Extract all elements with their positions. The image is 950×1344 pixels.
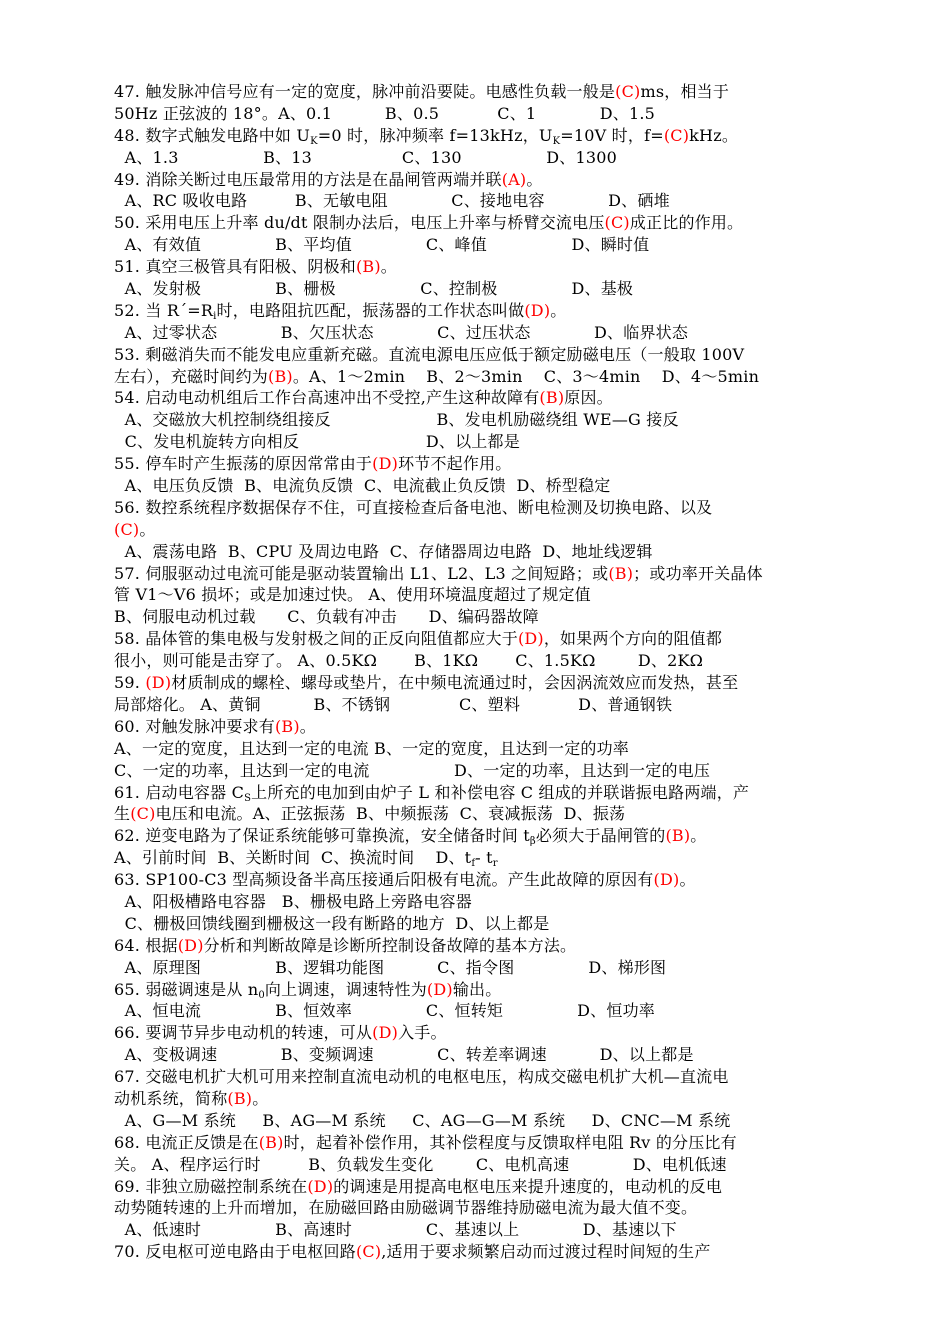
line-text: 。 <box>252 1088 269 1108</box>
line-text: 成正比的作用。 <box>629 213 744 233</box>
line-text: A、电压负反馈 B、电流负反馈 C、电流截止负反馈 D、桥型稳定 <box>114 476 611 496</box>
text-line <box>114 278 844 300</box>
text-line <box>114 300 844 322</box>
line-text: 60. 对触发脉冲要求有 <box>114 716 275 736</box>
line-text: ,适用于要求频繁启动而过渡过程时间短的生产 <box>381 1242 711 1262</box>
text-line <box>114 541 844 563</box>
answer-mark: (D) <box>177 935 204 955</box>
line-text: kHz。 <box>689 125 739 145</box>
answer-mark: (C) <box>615 82 641 101</box>
answer-mark: (D) <box>653 870 680 890</box>
subscript: i <box>213 310 217 322</box>
text-line <box>114 891 844 913</box>
subscript: K <box>310 135 318 147</box>
text-line <box>114 1132 844 1154</box>
text-line <box>114 1241 844 1263</box>
line-text: 向上调速，调速特性为 <box>264 979 427 999</box>
line-text: 很小，则可能是击穿了。 A、0.5KΩ B、1KΩ C、1.5KΩ D、2KΩ <box>114 651 704 671</box>
answer-mark: (B) <box>227 1088 253 1108</box>
line-text: 59. <box>114 673 146 693</box>
text-line <box>114 716 844 738</box>
text-line <box>114 913 844 935</box>
text-line <box>114 1000 844 1022</box>
line-text: 环节不起作用。 <box>398 454 512 474</box>
line-text: 65. 弱磁调速是从 n <box>114 979 259 999</box>
text-line <box>114 1022 844 1044</box>
line-text: 。 <box>550 300 567 320</box>
line-text: 。A、1～2min B、2～3min C、3～4min D、4～5min <box>292 366 760 386</box>
subscript: 0 <box>258 989 265 1001</box>
answer-mark: (B) <box>539 388 565 408</box>
text-line <box>114 1154 844 1176</box>
text-line <box>114 782 844 804</box>
answer-mark: (D) <box>145 673 172 693</box>
answer-mark: (C) <box>130 804 156 824</box>
answer-mark: (C) <box>355 1242 382 1262</box>
answer-mark: (B) <box>608 563 634 583</box>
text-line <box>114 935 844 957</box>
answer-mark: (D) <box>372 454 399 474</box>
text-line <box>114 409 844 431</box>
text-line <box>114 169 844 191</box>
line-text: 61. 启动电容器 C <box>114 782 245 802</box>
line-text: 66. 要调节异步电动机的转速，可从 <box>114 1023 373 1043</box>
line-text: C、一定的功率，且达到一定的电流 D、一定的功率，且达到一定的电压 <box>114 760 711 780</box>
line-text: A、有效值 B、平均值 C、峰值 D、瞬时值 <box>114 235 650 255</box>
question-document <box>114 81 844 1263</box>
text-line <box>114 957 844 979</box>
line-text: A、低速时 B、高速时 C、基速以上 D、基速以下 <box>114 1220 677 1240</box>
line-text: 。 <box>380 257 397 277</box>
line-text: A、过零状态 B、欠压状态 C、过压状态 D、临界状态 <box>114 322 689 342</box>
line-text: 48. 数字式触发电路中如 U <box>114 125 311 145</box>
line-text: 材质制成的螺栓、螺母或垫片，在中频电流通过时，会因涡流效应而发热，甚至 <box>171 673 739 693</box>
line-text: 。 <box>526 169 543 189</box>
line-text: 。 <box>299 716 316 736</box>
answer-mark: (D) <box>307 1176 334 1196</box>
answer-mark: (D) <box>426 979 453 999</box>
line-text: A、引前时间 B、关断时间 C、换流时间 D、t <box>114 848 472 868</box>
line-text: 生 <box>114 804 131 824</box>
line-text: C、发电机旋转方向相反 D、以上都是 <box>114 432 520 452</box>
text-line <box>114 431 844 453</box>
text-line <box>114 519 844 541</box>
subscript: K <box>552 135 561 147</box>
line-text: A、恒电流 B、恒效率 C、恒转矩 D、恒功率 <box>114 1001 655 1021</box>
text-line <box>114 1219 844 1241</box>
line-text: 68. 电流正反馈是在 <box>114 1132 259 1152</box>
line-text: 必须大于晶闸管的 <box>535 826 666 846</box>
answer-mark: (D) <box>524 300 551 320</box>
subscript: β <box>529 836 536 848</box>
line-text: 动机系统，简称 <box>114 1088 228 1108</box>
text-line <box>114 190 844 212</box>
text-line <box>114 81 844 103</box>
line-text: 57. 伺服驱动过电流可能是驱动装置输出 L1、L2、L3 之间短路；或 <box>114 563 609 583</box>
answer-mark: (B) <box>268 366 293 386</box>
line-text: 输出。 <box>452 979 502 999</box>
line-text: 52. 当 R´=R <box>114 300 214 320</box>
line-text: ms，相当于 <box>640 82 730 101</box>
text-line <box>114 344 844 366</box>
line-text: 67. 交磁电机扩大机可用来控制直流电动机的电枢电压，构成交磁电机扩大机—直流电 <box>114 1067 729 1087</box>
line-text: A、震荡电路 B、CPU 及周边电路 C、存储器周边电路 D、地址线逻辑 <box>114 541 653 561</box>
line-text: 56. 数控系统程序数据保存不住，可直接检查后备电池、断电检测及切换电路、以及 <box>114 497 713 517</box>
line-text: A、阳极槽路电容器 B、栅极电路上旁路电容器 <box>114 891 472 911</box>
line-text: 62. 逆变电路为了保证系统能够可靠换流，安全储备时间 t <box>114 826 530 846</box>
line-text: 55. 停车时产生振荡的原因常常由于 <box>114 454 373 474</box>
answer-mark: (C) <box>663 125 690 145</box>
text-line <box>114 979 844 1001</box>
text-line <box>114 760 844 782</box>
text-line <box>114 869 844 891</box>
line-text: 的调速是用提高电枢电压来提升速度的，电动机的反电 <box>333 1176 723 1196</box>
line-text: ，如果两个方向的阻值都 <box>543 629 723 649</box>
subscript: f <box>471 858 476 870</box>
answer-mark: (C) <box>114 519 140 539</box>
text-line <box>114 387 844 409</box>
text-line <box>114 584 844 606</box>
line-text: 。 <box>679 870 696 890</box>
answer-mark: (A) <box>501 169 527 189</box>
line-text: 47. 触发脉冲信号应有一定的宽度，脉冲前沿要陡。电感性负载一般是 <box>114 82 616 101</box>
line-text: 50. 采用电压上升率 du/dt 限制办法后，电压上升率与桥臂交流电压 <box>114 213 605 233</box>
answer-mark: (B) <box>355 257 381 277</box>
text-line <box>114 825 844 847</box>
text-line <box>114 322 844 344</box>
line-text: ；或功率开关晶体 <box>633 563 763 583</box>
text-line <box>114 125 844 147</box>
text-line <box>114 1066 844 1088</box>
text-line <box>114 672 844 694</box>
text-line <box>114 103 844 125</box>
line-text: 64. 根据 <box>114 935 178 955</box>
line-text: 动势随转速的上升而增加，在励磁回路由励磁调节器维持励磁电流为最大值不变。 <box>114 1198 698 1218</box>
line-text: A、发射极 B、栅极 C、控制极 D、基极 <box>114 279 634 299</box>
answer-mark: (B) <box>258 1132 284 1152</box>
line-text: 管 V1～V6 损坏；或是加速过快。 A、使用环境温度超过了规定值 <box>114 585 591 605</box>
text-line <box>114 1176 844 1198</box>
line-text: 关。 A、程序运行时 B、负载发生变化 C、电机高速 D、电机低速 <box>114 1154 727 1174</box>
line-text: 。 <box>690 826 707 846</box>
line-text: 电压和电流。A、正弦振荡 B、中频振荡 C、衰减振荡 D、振荡 <box>155 804 626 824</box>
text-line <box>114 803 844 825</box>
text-line <box>114 628 844 650</box>
line-text: - t <box>475 848 493 868</box>
text-line <box>114 1197 844 1219</box>
text-line <box>114 475 844 497</box>
text-line <box>114 147 844 169</box>
line-text: 分析和判断故障是诊断所控制设备故障的基本方法。 <box>203 935 577 955</box>
line-text: 69. 非独立励磁控制系统在 <box>114 1176 308 1196</box>
line-text: 63. SP100-C3 型高频设备半高压接通后阳极有电流。产生此故障的原因有 <box>114 870 654 890</box>
text-line <box>114 366 844 388</box>
line-text: 时，电路阻抗匹配，振荡器的工作状态叫做 <box>216 300 525 320</box>
line-text: A、交磁放大机控制绕组接反 B、发电机励磁绕组 WE—G 接反 <box>114 410 679 430</box>
line-text: 70. 反电枢可逆电路由于电枢回路 <box>114 1242 356 1262</box>
answer-mark: (B) <box>274 716 300 736</box>
line-text: A、一定的宽度，且达到一定的电流 B、一定的宽度，且达到一定的功率 <box>114 738 629 758</box>
line-text: C、栅极回馈线圈到栅极这一段有断路的地方 D、以上都是 <box>114 913 550 933</box>
line-text: 50Hz 正弦波的 18°。A、0.1 B、0.5 C、1 D、1.5 <box>114 103 656 123</box>
subscript: r <box>492 858 498 870</box>
line-text: 53. 剩磁消失而不能发电应重新充磁。直流电源电压应低于额定励磁电压（一般取 100V <box>114 344 745 364</box>
text-line <box>114 1110 844 1132</box>
subscript: S <box>244 792 252 804</box>
line-text: 入手。 <box>398 1023 447 1043</box>
line-text: 51. 真空三极管具有阳极、阴极和 <box>114 257 356 277</box>
answer-mark: (B) <box>665 826 691 846</box>
line-text: 时，起着补偿作用，其补偿程度与反馈取样电阻 Rv 的分压比有 <box>283 1132 737 1152</box>
text-line <box>114 650 844 672</box>
text-line <box>114 606 844 628</box>
line-text: A、变极调速 B、变频调速 C、转差率调速 D、以上都是 <box>114 1045 694 1065</box>
line-text: =10V 时，f= <box>560 125 664 145</box>
line-text: 原因。 <box>564 388 613 408</box>
text-line <box>114 234 844 256</box>
line-text: 。 <box>139 519 156 539</box>
line-text: 54. 启动电动机组后工作台高速冲出不受控,产生这种故障有 <box>114 388 540 408</box>
text-line <box>114 694 844 716</box>
answer-mark: (C) <box>604 213 630 233</box>
answer-mark: (D) <box>517 629 544 649</box>
text-line <box>114 497 844 519</box>
text-line <box>114 256 844 278</box>
text-line <box>114 1044 844 1066</box>
line-text: 左右），充磁时间约为 <box>114 366 269 386</box>
text-line <box>114 563 844 585</box>
text-line <box>114 453 844 475</box>
line-text: 49. 消除关断过电压最常用的方法是在晶闸管两端并联 <box>114 169 502 189</box>
line-text: A、1.3 B、13 C、130 D、1300 <box>114 147 618 167</box>
text-line <box>114 1088 844 1110</box>
line-text: A、G—M 系统 B、AG—M 系统 C、AG—G—M 系统 D、CNC—M 系统 <box>114 1110 731 1130</box>
line-text: 局部熔化。 A、黄铜 B、不锈钢 C、塑料 D、普通钢铁 <box>114 694 673 714</box>
text-line <box>114 738 844 760</box>
line-text: B、伺服电动机过载 C、负载有冲击 D、编码器故障 <box>114 607 539 627</box>
text-line <box>114 847 844 869</box>
answer-mark: (D) <box>372 1023 399 1043</box>
line-text: A、RC 吸收电路 B、无敏电阻 C、接地电容 D、硒堆 <box>114 191 670 211</box>
line-text: 上所充的电加到由炉子 L 和补偿电容 C 组成的并联谐振电路两端，产 <box>251 782 750 802</box>
line-text: 58. 晶体管的集电极与发射极之间的正反向阻值都应大于 <box>114 629 518 649</box>
line-text: A、原理图 B、逻辑功能图 C、指令图 D、梯形图 <box>114 957 667 977</box>
line-text: =0 时，脉冲频率 f=13kHz，U <box>317 125 553 145</box>
text-line <box>114 212 844 234</box>
